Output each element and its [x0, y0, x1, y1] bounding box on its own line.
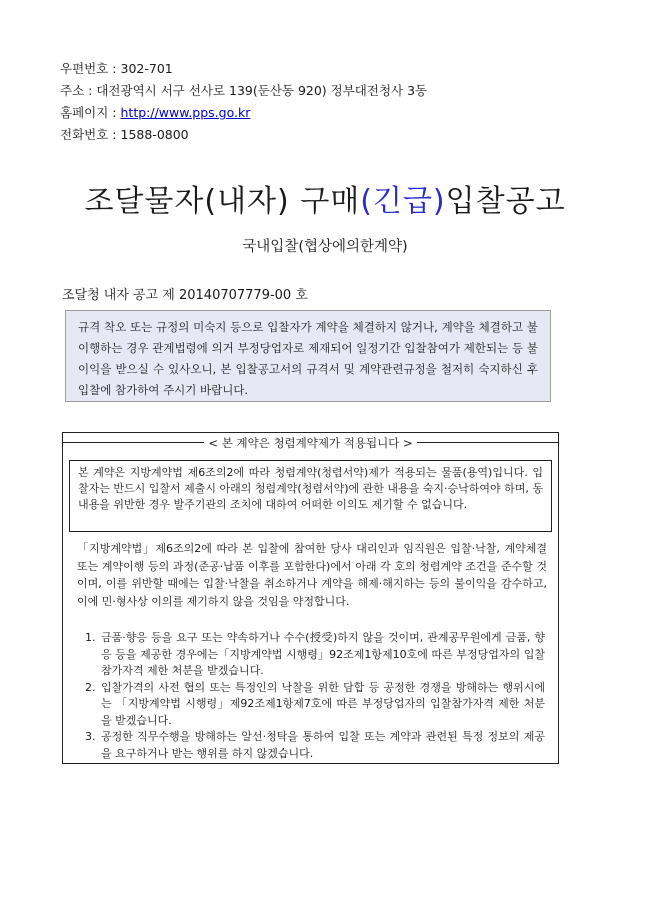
list-item-number: 3. — [85, 730, 96, 743]
separator: : — [112, 61, 117, 76]
list-item — [85, 680, 545, 730]
page-subtitle: 국내입찰(협상에의한계약) — [242, 239, 408, 255]
list-item — [85, 630, 545, 680]
integrity-pledge: 「지방계약법」제6조의2에 따라 본 입찰에 참여한 당사 대리인과 임직원은 입찰·낙찰, 계약체결 또는 계약이행 등의 과정(준공·납품 이후를 포함한다)에서 아래 각 호의 청렴계약 조건을 준수할 것이며, 이를 위반할 때에는 입찰·낙찰을 취소하거나 계약을 해제·해지하는 등의 불이익을 감수하고, 이에 민·형사상 이의를 제기하지 않을 것임을 약정합니다. — [77, 542, 547, 608]
postal-code-label: 우편번호 — [60, 61, 109, 76]
integrity-contract-box — [62, 432, 559, 764]
integrity-conditions-list — [85, 630, 545, 762]
title-part2: 입찰공고 — [445, 184, 566, 219]
list-item-text: 금품·향응 등을 요구 또는 약속하거나 수수(授受)하지 않을 것이며, 관계공무원에게 금품, 향응 등을 제공한 경우에는「지방계약법 시행령」92조제1항제10호에 따른 부정당업자의 입찰참가자격 제한 처분을 받겠습니다. — [101, 631, 545, 677]
list-item — [85, 729, 545, 762]
title-urgent: (긴급) — [360, 184, 446, 219]
list-item-number: 2. — [85, 680, 96, 694]
page-title — [0, 176, 650, 220]
integrity-header-text: < 본 계약은 청렴계약제가 적용됩니다 > — [204, 436, 416, 450]
address-label: 주소 — [60, 83, 85, 98]
homepage-link[interactable]: http://www.pps.go.kr — [120, 105, 251, 120]
separator: : — [112, 105, 117, 120]
integrity-header — [63, 433, 558, 453]
phone-value: 1588-0800 — [120, 127, 189, 142]
list-item-text: 공정한 직무수행을 방해하는 알선·청탁을 통하여 입찰 또는 계약과 관련된 특정 정보의 제공을 요구하거나 받는 행위를 하지 않겠습니다. — [101, 730, 545, 760]
integrity-inner-box: 본 계약은 지방계약법 제6조의2에 따라 청렴계약(청렴서약)제가 적용되는 물품(용역)입니다. 입찰자는 반드시 입찰서 제출시 아래의 청렴계약(청렴서약)에 관한 내용을 숙지·승낙하여야 하며, 동 내용을 위반한 경우 발주기관의 조치에 대하여 어떠한 이의도 제기할 수 없습니다. — [69, 460, 552, 532]
homepage-label: 홈페이지 — [60, 105, 109, 120]
postal-code-row — [60, 58, 427, 80]
homepage-row — [60, 102, 427, 124]
list-item-text: 입찰가격의 사전 협의 또는 특정인의 낙찰을 위한 담합 등 공정한 경쟁을 방해하는 행위시에는 「지방계약법 시행령」제92조제1항제7호에 따른 부정당업자의 입찰참가자격 제한 처분을 받겠습니다. — [101, 680, 545, 727]
phone-row — [60, 124, 427, 146]
contact-info — [60, 58, 427, 146]
notice-number: 조달청 내자 공고 제 20140707779-00 호 — [62, 288, 308, 303]
address-row — [60, 80, 427, 102]
separator: : — [112, 127, 117, 142]
title-part1: 조달물자(내자) 구매 — [84, 184, 361, 219]
list-item-number: 1. — [85, 631, 96, 644]
separator: : — [88, 83, 93, 98]
address-value: 대전광역시 서구 선사로 139(둔산동 920) 정부대전청사 3동 — [96, 83, 428, 98]
postal-code-value: 302-701 — [120, 61, 173, 76]
warning-box: 규격 착오 또는 규정의 미숙지 등으로 입찰자가 계약을 체결하지 않거나, 계약을 체결하고 불이행하는 경우 관계법령에 의거 부정당업자로 제재되어 일정기간 입찰참여가 제한되는 등 불이익을 받으실 수 있사오니, 본 입찰공고서의 규격서 및 계약관련규정을 철저히 숙지하신 후 입찰에 참가하여 주시기 바랍니다. — [65, 310, 551, 402]
phone-label: 전화번호 — [60, 127, 109, 142]
